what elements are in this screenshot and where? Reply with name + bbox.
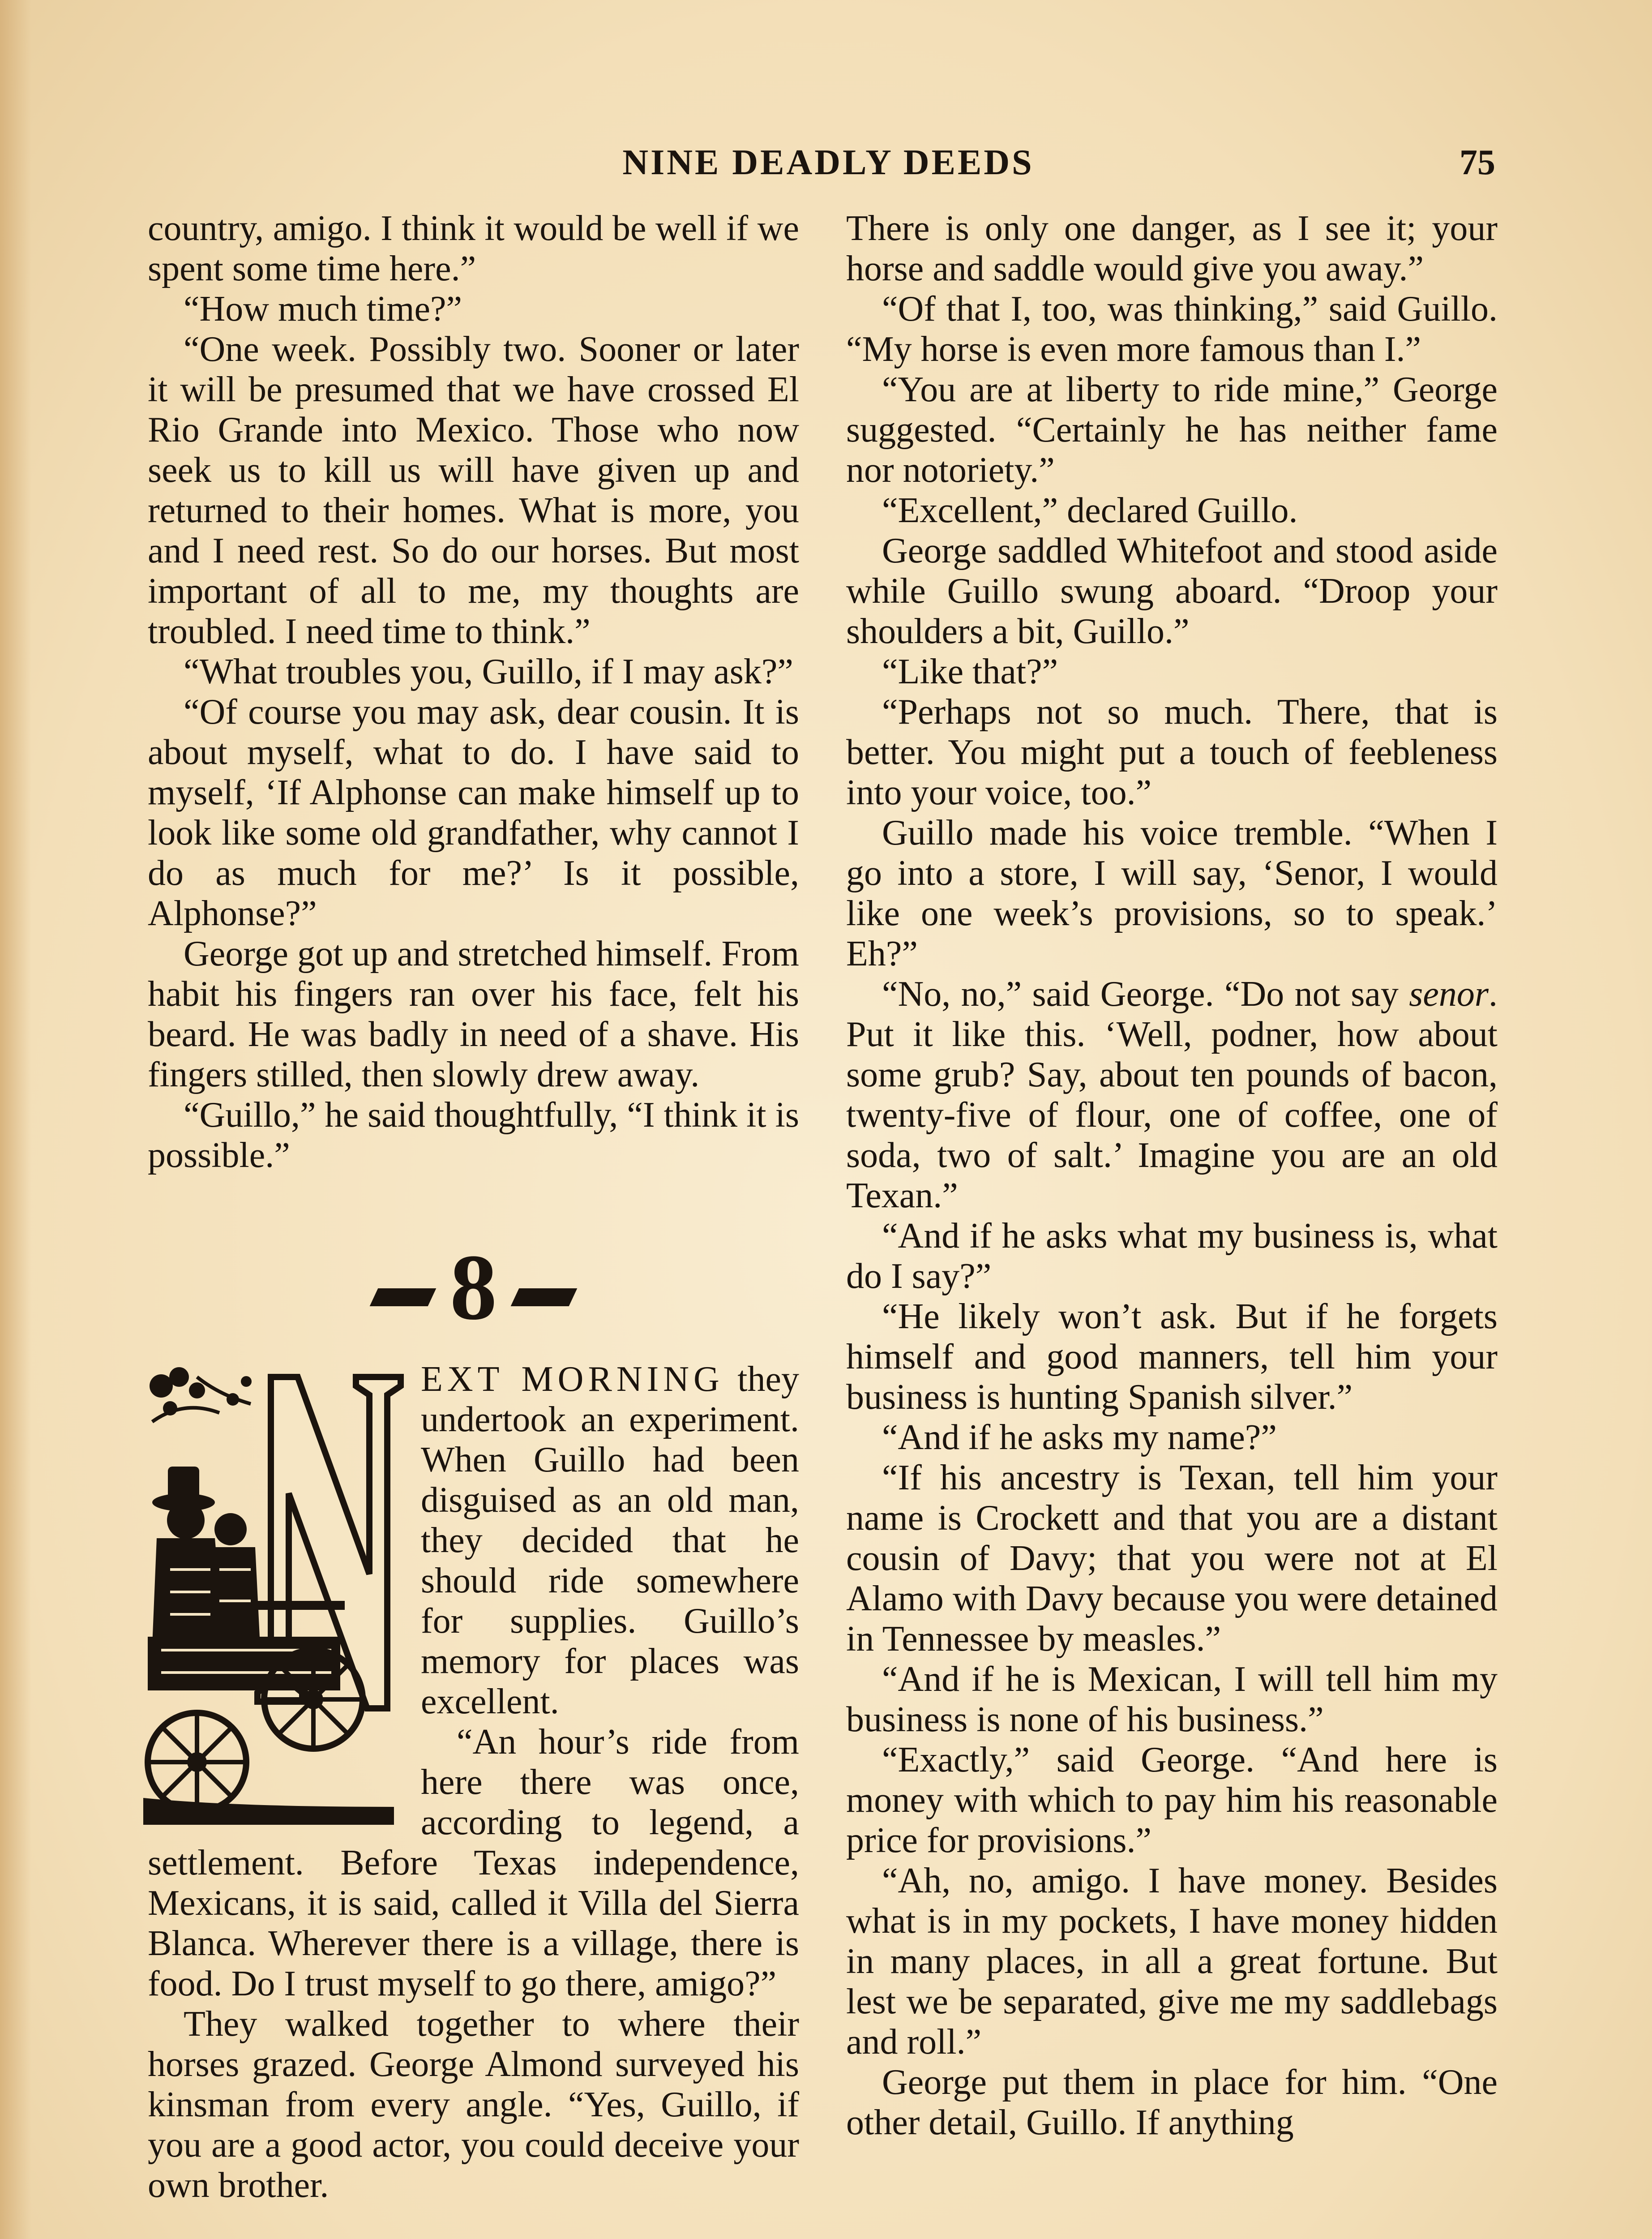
emphasis-text: senor <box>1409 974 1489 1014</box>
paragraph: “He likely won’t ask. But if he forgets himself and good manners, tell him your business is hunting Spanish silver.” <box>846 1297 1498 1417</box>
paragraph: “Ah, no, amigo. I have money. Besides what is in my pockets, I have money hidden in many places, in all a great fortune. But lest we be separated, give me my saddlebags and roll.” <box>846 1861 1498 2062</box>
paragraph: “Exactly,” said George. “And here is money with which to pay him his reasonable price for provisions.” <box>846 1740 1498 1860</box>
paragraph: “Guillo,” he said thoughtfully, “I think it is possible.” <box>148 1095 799 1175</box>
running-head-title: NINE DEADLY DEEDS <box>622 143 1034 182</box>
paragraph-text: . Put it like this. ‘Well, podner, how about some grub? Say, about ten pounds of bacon, twenty-five of flour, one of coffee, one of soda, two of salt.’ Imagine you are an old Texan.” <box>846 974 1498 1215</box>
paragraph: “One week. Possibly two. Sooner or later it will be presumed that we have crossed El Rio Grande into Mexico. Those who now seek us to kill us will have given up and returned to their homes. What is more, you and I need rest. So do our horses. But most important of all to me, my thoughts are troubled. I need time to think.” <box>148 330 799 651</box>
paragraph: George got up and stretched himself. From habit his fingers ran over his face, felt his beard. He was badly in need of a shave. His fingers stilled, then slowly drew away. <box>148 934 799 1094</box>
paragraph: Guillo made his voice tremble. “When I go into a store, I will say, ‘Senor, I would like one week’s provisions, so to speak.’ Eh?” <box>846 813 1498 974</box>
chapter-number: 8 <box>450 1235 497 1339</box>
paragraph: “What troubles you, Guillo, if I may ask?” <box>184 652 793 691</box>
paragraph: “An hour’s ride from here there was once, according to legend, a settlement. Before Texas independence, Mexicans, it is said, called it Villa del Sierra Blanca. Wherever there is a village, there is food. Do I trust myself to go there, amigo?” <box>148 1722 799 2003</box>
paragraph: “Like that?” <box>882 652 1058 691</box>
ornament-dash-left <box>370 1288 437 1306</box>
text-column-right <box>846 208 1498 2143</box>
paragraph: George put them in place for him. “One other detail, Guillo. If anything <box>846 2063 1498 2142</box>
paragraph: “Excellent,” declared Guillo. <box>882 491 1298 530</box>
paragraph: “And if he is Mexican, I will tell him my business is none of his business.” <box>846 1660 1498 1739</box>
paragraph: “Of course you may ask, dear cousin. It is about myself, what to do. I have said to myself, ‘If Alphonse can make himself up to look like some old grandfather, why cannot I do as much for me?’ Is it possible, Alphonse?” <box>148 692 799 933</box>
paragraph: “If his ancestry is Texan, tell him your name is Crockett and that you are a distant cousin of Davy; that you were not at El Alamo with Davy because you were detained in Tennessee by measles.” <box>846 1458 1498 1659</box>
paragraph: country, amigo. I think it would be well if we spent some time here.” <box>148 209 799 288</box>
paragraph: “And if he asks my name?” <box>882 1418 1277 1457</box>
paragraph-text: “No, no,” said George. “Do not say <box>882 974 1409 1014</box>
dropcap-illustration <box>143 1359 403 1825</box>
chapter-heading <box>148 1234 799 1341</box>
paragraph: There is only one danger, as I see it; your horse and saddle would give you away.” <box>846 209 1498 288</box>
paragraph: “Of that I, too, was thinking,” said Guillo. “My horse is even more famous than I.” <box>846 289 1498 369</box>
dropcap-lead-text: EXT MORNING <box>421 1360 724 1399</box>
page-number: 75 <box>1459 143 1495 182</box>
paragraph: “Perhaps not so much. There, that is better. You might put a touch of feebleness into your voice, too.” <box>846 692 1498 812</box>
paragraph: George saddled Whitefoot and stood aside while Guillo swung aboard. “Droop your shoulders a bit, Guillo.” <box>846 531 1498 651</box>
page-edge-shadow <box>0 0 31 2239</box>
paragraph: “You are at liberty to ride mine,” George suggested. “Certainly he has neither fame nor notoriety.” <box>846 370 1498 490</box>
chapter-opening <box>148 1359 799 1722</box>
paragraph: “How much time?” <box>184 289 462 329</box>
wagon-illustration-icon <box>143 1359 403 1825</box>
paragraph: “And if he asks what my business is, what do I say?” <box>846 1216 1498 1296</box>
text-column-left <box>148 208 799 2205</box>
paragraph-text: they undertook an experiment. When Guillo had been disguised as an old man, they decided that he should ride somewhere for supplies. Guillo’s memory for places was excellent. <box>421 1360 799 1721</box>
paragraph <box>846 974 1498 1216</box>
paragraph: They walked together to where their horses grazed. George Almond surveyed his kinsman from every angle. “Yes, Guillo, if you are a good actor, you could deceive your own brother. <box>148 2004 799 2205</box>
ornament-dash-right <box>511 1288 578 1306</box>
